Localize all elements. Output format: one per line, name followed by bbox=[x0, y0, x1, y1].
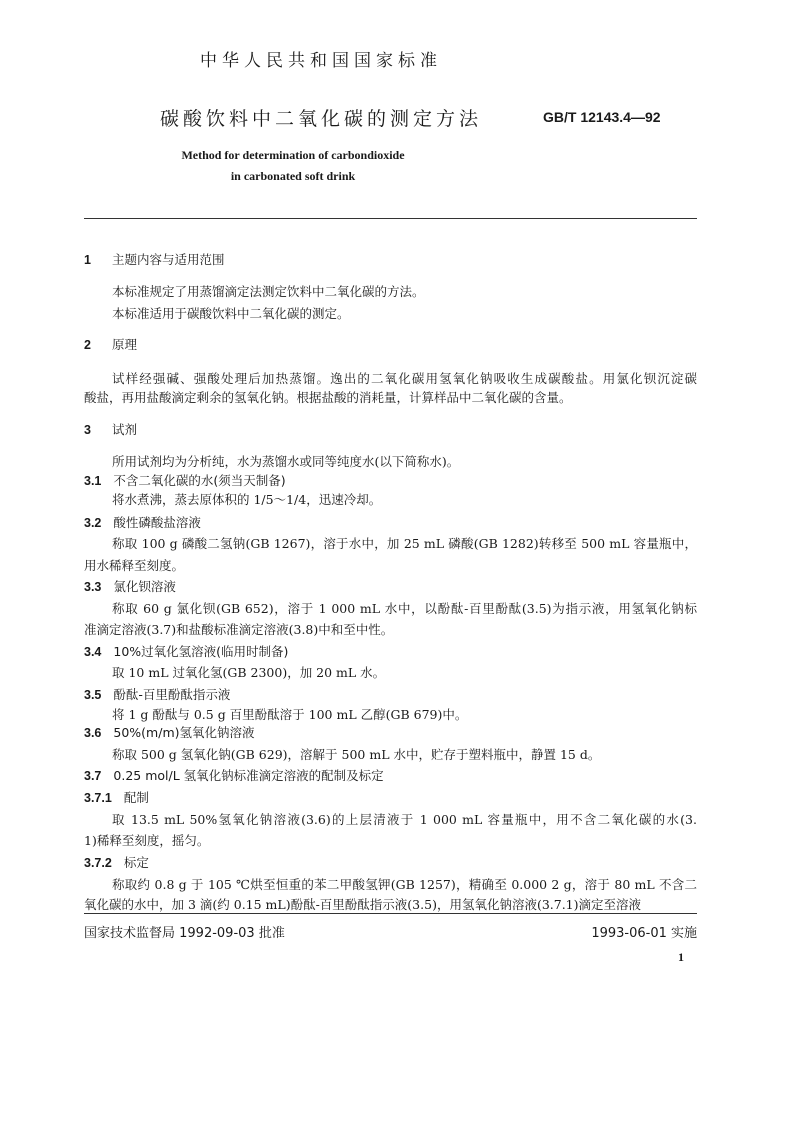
section-heading bbox=[84, 251, 697, 269]
paragraph-line bbox=[84, 706, 697, 723]
line-text: 本标准规定了用蒸馏滴定法测定饮料中二氧化碳的方法。 bbox=[112, 284, 425, 299]
subsection-heading bbox=[84, 686, 697, 704]
line-text: 1)稀释至刻度，摇匀。 bbox=[84, 833, 210, 848]
section-number: 3.7 bbox=[84, 769, 102, 783]
standard-type-heading: 中华人民共和国国家标准 bbox=[200, 51, 442, 71]
paragraph-line bbox=[84, 664, 697, 681]
paragraph-line bbox=[84, 746, 697, 763]
section-number: 3.7.2 bbox=[84, 856, 112, 870]
effective-date: 1993-06-01 实施 bbox=[591, 926, 697, 941]
line-text: 主题内容与适用范围 bbox=[112, 252, 225, 267]
line-text: 用水稀释至刻度。 bbox=[84, 558, 185, 573]
line-text: 试样经强碱、强酸处理后加热蒸馏。逸出的二氧化碳用氢氧化钠吸收生成碳酸盐。用氯化钡沉淀碳 bbox=[112, 371, 697, 386]
paragraph-line bbox=[84, 876, 697, 893]
paragraph-line bbox=[84, 832, 697, 849]
line-text: 配制 bbox=[123, 790, 149, 805]
paragraph-line bbox=[84, 535, 697, 552]
english-title-line-2: in carbonated soft drink bbox=[230, 169, 356, 183]
line-text: 称取 60 g 氯化钡(GB 652)，溶于 1 000 mL 水中，以酚酞-百里酚酞(3.5)为指示液，用氢氧化钠标 bbox=[112, 601, 697, 616]
document-title: 碳酸饮料中二氧化碳的测定方法 bbox=[160, 108, 483, 130]
section-number: 1 bbox=[84, 253, 91, 267]
line-text: 称取 500 g 氢氧化钠(GB 629)，溶解于 500 mL 水中，贮存于塑料瓶中，静置 15 d。 bbox=[112, 747, 601, 762]
section-number: 3.4 bbox=[84, 645, 102, 659]
line-text: 所用试剂均为分析纯，水为蒸馏水或同等纯度水(以下简称水)。 bbox=[112, 454, 460, 469]
section-number: 3.1 bbox=[84, 474, 102, 488]
section-number: 3.2 bbox=[84, 516, 102, 530]
line-text: 标定 bbox=[123, 855, 149, 870]
section-number: 3.5 bbox=[84, 688, 102, 702]
paragraph-line bbox=[84, 389, 697, 406]
section-number: 3.7.1 bbox=[84, 791, 112, 805]
line-text: 称取约 0.8 g 于 105 ℃烘至恒重的苯二甲酸氢钾(GB 1257)，精确至 0.000 2 g，溶于 80 mL 不含二 bbox=[112, 877, 697, 892]
paragraph-line bbox=[84, 621, 697, 638]
paragraph-line bbox=[84, 453, 697, 470]
paragraph-line bbox=[84, 896, 697, 913]
line-text: 50%(m/m)氢氧化钠溶液 bbox=[113, 725, 255, 740]
subsection-heading bbox=[84, 472, 697, 490]
paragraph-line bbox=[84, 370, 697, 387]
line-text: 将 1 g 酚酞与 0.5 g 百里酚酞溶于 100 mL 乙醇(GB 679)中。 bbox=[112, 707, 468, 722]
standard-code: GB/T 12143.4—92 bbox=[543, 109, 661, 125]
line-text: 酸盐，再用盐酸滴定剩余的氢氧化钠。根据盐酸的消耗量，计算样品中二氧化碳的含量。 bbox=[84, 390, 572, 405]
line-text: 10%过氧化氢溶液(临用时制备) bbox=[113, 644, 289, 659]
line-text: 本标准适用于碳酸饮料中二氧化碳的测定。 bbox=[112, 306, 350, 321]
paragraph-line bbox=[84, 283, 697, 300]
approval-date: 国家技术监督局 1992-09-03 批准 bbox=[84, 926, 285, 941]
paragraph-line bbox=[84, 305, 697, 322]
paragraph-line bbox=[84, 600, 697, 617]
line-text: 取 13.5 mL 50%氢氧化钠溶液(3.6)的上层清液于 1 000 mL 容量瓶中，用不含二氧化碳的水(3. bbox=[112, 812, 697, 827]
subsection-heading bbox=[84, 514, 697, 532]
line-text: 酚酞-百里酚酞指示液 bbox=[113, 687, 231, 702]
section-heading bbox=[84, 336, 697, 354]
paragraph-line bbox=[84, 811, 697, 828]
line-text: 试剂 bbox=[112, 422, 138, 437]
subsection-heading bbox=[84, 767, 697, 785]
line-text: 原理 bbox=[112, 337, 138, 352]
subsection-heading bbox=[84, 724, 697, 742]
section-number: 3 bbox=[84, 423, 91, 437]
subsection-heading bbox=[84, 789, 697, 807]
line-text: 0.25 mol/L 氢氧化钠标准滴定溶液的配制及标定 bbox=[113, 768, 384, 783]
line-text: 酸性磷酸盐溶液 bbox=[113, 515, 201, 530]
line-text: 将水煮沸，蒸去原体积的 1/5～1/4，迅速冷却。 bbox=[112, 492, 382, 507]
page-number: 1 bbox=[678, 950, 684, 964]
section-number: 3.6 bbox=[84, 726, 102, 740]
subsection-heading bbox=[84, 578, 697, 596]
footer-divider bbox=[84, 913, 697, 914]
section-number: 3.3 bbox=[84, 580, 102, 594]
subsection-heading bbox=[84, 643, 697, 661]
section-number: 2 bbox=[84, 338, 91, 352]
section-heading bbox=[84, 421, 697, 439]
line-text: 氯化钡溶液 bbox=[113, 579, 176, 594]
english-title-line-1: Method for determination of carbondioxide bbox=[181, 148, 405, 162]
paragraph-line bbox=[84, 557, 697, 574]
line-text: 氧化碳的水中，加 3 滴(约 0.15 mL)酚酞-百里酚酞指示液(3.5)，用氢氧化钠溶液(3.7.1)滴定至溶液 bbox=[84, 897, 642, 912]
line-text: 准滴定溶液(3.7)和盐酸标准滴定溶液(3.8)中和至中性。 bbox=[84, 622, 394, 637]
line-text: 不含二氧化碳的水(须当天制备) bbox=[113, 473, 286, 488]
line-text: 取 10 mL 过氧化氢(GB 2300)，加 20 mL 水。 bbox=[112, 665, 386, 680]
paragraph-line bbox=[84, 491, 697, 508]
subsection-heading bbox=[84, 854, 697, 872]
header-divider bbox=[84, 218, 697, 219]
line-text: 称取 100 g 磷酸二氢钠(GB 1267)，溶于水中，加 25 mL 磷酸(GB 1282)转移至 500 mL 容量瓶中， bbox=[112, 536, 697, 551]
